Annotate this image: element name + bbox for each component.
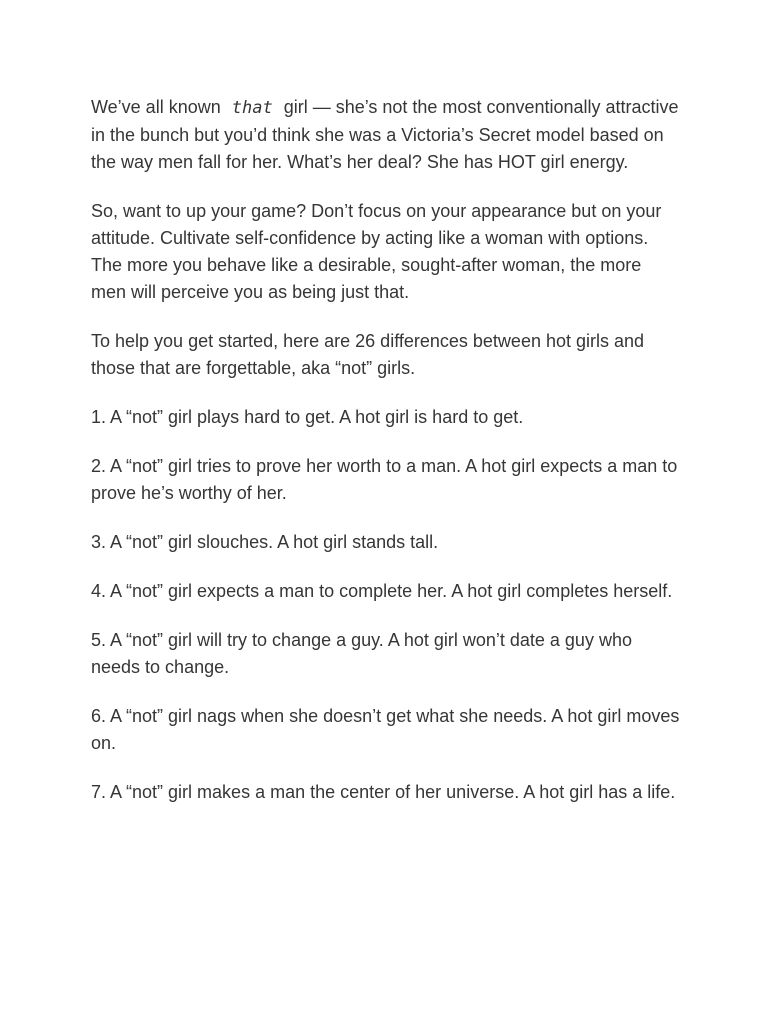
intro-text-after: girl — she’s not the most conventionally attractive in the bunch but you’d think she was a Victoria’s Secret model based on the way men fall for her. What’s her deal? She has HOT girl energy. <box>91 97 679 172</box>
list-item-6: 6. A “not” girl nags when she doesn’t get what she needs. A hot girl moves on. <box>91 706 680 753</box>
list-item-3: 3. A “not” girl slouches. A hot girl stands tall. <box>91 532 439 552</box>
intro-paragraph-1 <box>91 94 681 176</box>
intro-paragraph-3: To help you get started, here are 26 differences between hot girls and those that are forgettable, aka “not” girls. <box>91 331 645 378</box>
intro-paragraph-2: So, want to up your game? Don’t focus on your appearance but on your attitude. Cultivate self-confidence by acting like a woman with options. The more you behave like a desirable, sought-after woman, the more men will perceive you as being just that. <box>91 201 662 302</box>
list-item-7: 7. A “not” girl makes a man the center of her universe. A hot girl has a life. <box>91 782 676 802</box>
emphasis-that: that <box>231 98 273 118</box>
list-item-4: 4. A “not” girl expects a man to complete her. A hot girl completes herself. <box>91 581 673 601</box>
list-item-1: 1. A “not” girl plays hard to get. A hot girl is hard to get. <box>91 407 524 427</box>
list-item-2: 2. A “not” girl tries to prove her worth to a man. A hot girl expects a man to prove he’s worthy of her. <box>91 456 678 503</box>
document-body <box>91 94 681 828</box>
list-item-5: 5. A “not” girl will try to change a guy. A hot girl won’t date a guy who needs to change. <box>91 630 632 677</box>
intro-text-before: We’ve all known <box>91 97 226 117</box>
